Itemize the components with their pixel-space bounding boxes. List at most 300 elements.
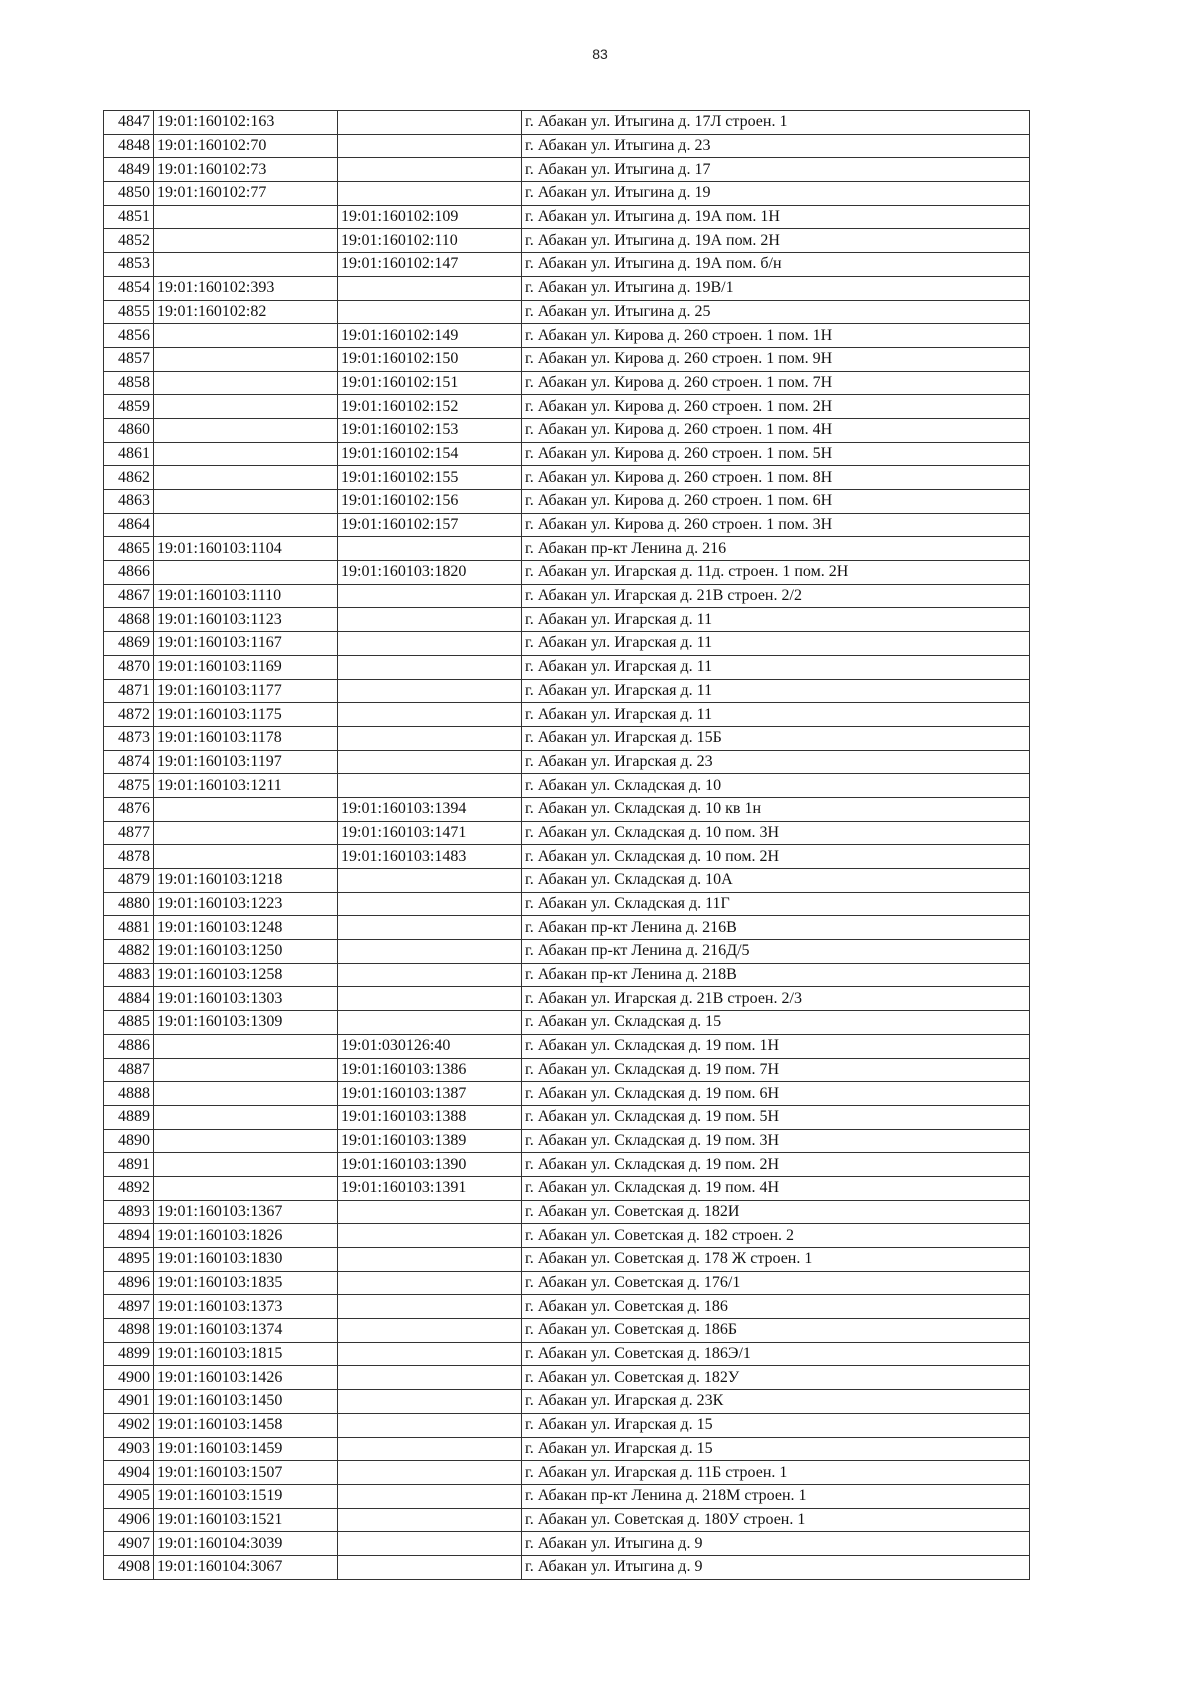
premises-cadastral-number-cell	[338, 916, 522, 940]
premises-cadastral-number-cell: 19:01:160102:151	[338, 371, 522, 395]
row-number-cell: 4895	[104, 1248, 154, 1272]
premises-cadastral-number-cell: 19:01:030126:40	[338, 1034, 522, 1058]
row-number-cell: 4849	[104, 158, 154, 182]
cadastral-number-cell: 19:01:160102:82	[154, 300, 338, 324]
address-cell: г. Абакан ул. Складская д. 19 пом. 1Н	[522, 1034, 1030, 1058]
address-cell: г. Абакан ул. Итыгина д. 9	[522, 1532, 1030, 1556]
premises-cadastral-number-cell	[338, 537, 522, 561]
address-cell: г. Абакан ул. Складская д. 19 пом. 6Н	[522, 1082, 1030, 1106]
premises-cadastral-number-cell	[338, 869, 522, 893]
cadastral-number-cell: 19:01:160103:1167	[154, 632, 338, 656]
premises-cadastral-number-cell: 19:01:160102:153	[338, 418, 522, 442]
cadastral-number-cell	[154, 205, 338, 229]
row-number-cell: 4878	[104, 845, 154, 869]
row-number-cell: 4894	[104, 1224, 154, 1248]
premises-cadastral-number-cell: 19:01:160103:1386	[338, 1058, 522, 1082]
table-row	[104, 1319, 1030, 1343]
cadastral-number-cell	[154, 1105, 338, 1129]
premises-cadastral-number-cell	[338, 1295, 522, 1319]
table-row	[104, 111, 1030, 135]
table-row	[104, 466, 1030, 490]
address-cell: г. Абакан ул. Кирова д. 260 строен. 1 пом. 1Н	[522, 324, 1030, 348]
address-cell: г. Абакан ул. Кирова д. 260 строен. 1 пом. 4Н	[522, 418, 1030, 442]
premises-cadastral-number-cell	[338, 1200, 522, 1224]
address-cell: г. Абакан ул. Итыгина д. 19А пом. 1Н	[522, 205, 1030, 229]
row-number-cell: 4888	[104, 1082, 154, 1106]
row-number-cell: 4898	[104, 1319, 154, 1343]
table-row	[104, 821, 1030, 845]
cadastral-number-cell: 19:01:160102:163	[154, 111, 338, 135]
table-row	[104, 1082, 1030, 1106]
table-row	[104, 1271, 1030, 1295]
premises-cadastral-number-cell: 19:01:160103:1390	[338, 1153, 522, 1177]
row-number-cell: 4847	[104, 111, 154, 135]
premises-cadastral-number-cell: 19:01:160103:1394	[338, 797, 522, 821]
address-cell: г. Абакан ул. Складская д. 10 пом. 2Н	[522, 845, 1030, 869]
row-number-cell: 4874	[104, 750, 154, 774]
premises-cadastral-number-cell	[338, 1461, 522, 1485]
premises-cadastral-number-cell: 19:01:160102:149	[338, 324, 522, 348]
cadastral-number-cell: 19:01:160103:1218	[154, 869, 338, 893]
cadastral-number-cell: 19:01:160102:70	[154, 134, 338, 158]
table-row	[104, 1248, 1030, 1272]
row-number-cell: 4893	[104, 1200, 154, 1224]
cadastral-number-cell: 19:01:160103:1169	[154, 655, 338, 679]
premises-cadastral-number-cell: 19:01:160102:152	[338, 395, 522, 419]
row-number-cell: 4859	[104, 395, 154, 419]
address-cell: г. Абакан ул. Складская д. 10 пом. 3Н	[522, 821, 1030, 845]
cadastral-number-cell: 19:01:160103:1835	[154, 1271, 338, 1295]
table-row	[104, 347, 1030, 371]
row-number-cell: 4897	[104, 1295, 154, 1319]
cadastral-number-cell	[154, 442, 338, 466]
address-cell: г. Абакан ул. Итыгина д. 23	[522, 134, 1030, 158]
cadastral-number-cell: 19:01:160103:1178	[154, 726, 338, 750]
row-number-cell: 4866	[104, 561, 154, 585]
premises-cadastral-number-cell	[338, 1011, 522, 1035]
table-row	[104, 632, 1030, 656]
cadastral-number-cell: 19:01:160103:1175	[154, 703, 338, 727]
table-row	[104, 916, 1030, 940]
row-number-cell: 4875	[104, 774, 154, 798]
table-row	[104, 1011, 1030, 1035]
row-number-cell: 4904	[104, 1461, 154, 1485]
premises-cadastral-number-cell	[338, 182, 522, 206]
table-row	[104, 1484, 1030, 1508]
row-number-cell: 4856	[104, 324, 154, 348]
table-row	[104, 703, 1030, 727]
row-number-cell: 4879	[104, 869, 154, 893]
cadastral-number-cell: 19:01:160103:1367	[154, 1200, 338, 1224]
table-row	[104, 442, 1030, 466]
address-cell: г. Абакан ул. Игарская д. 11	[522, 655, 1030, 679]
row-number-cell: 4868	[104, 608, 154, 632]
premises-cadastral-number-cell	[338, 774, 522, 798]
row-number-cell: 4852	[104, 229, 154, 253]
premises-cadastral-number-cell	[338, 1390, 522, 1414]
cadastral-number-cell: 19:01:160103:1110	[154, 584, 338, 608]
address-cell: г. Абакан ул. Складская д. 10А	[522, 869, 1030, 893]
table-row	[104, 750, 1030, 774]
premises-cadastral-number-cell	[338, 1532, 522, 1556]
address-cell: г. Абакан ул. Игарская д. 21В строен. 2/3	[522, 987, 1030, 1011]
row-number-cell: 4880	[104, 892, 154, 916]
table-row	[104, 158, 1030, 182]
premises-cadastral-number-cell	[338, 940, 522, 964]
premises-cadastral-number-cell: 19:01:160103:1820	[338, 561, 522, 585]
row-number-cell: 4885	[104, 1011, 154, 1035]
row-number-cell: 4869	[104, 632, 154, 656]
address-cell: г. Абакан ул. Советская д. 186	[522, 1295, 1030, 1319]
table-row	[104, 1200, 1030, 1224]
premises-cadastral-number-cell	[338, 111, 522, 135]
premises-cadastral-number-cell: 19:01:160103:1389	[338, 1129, 522, 1153]
address-cell: г. Абакан ул. Игарская д. 11Б строен. 1	[522, 1461, 1030, 1485]
table-row	[104, 963, 1030, 987]
row-number-cell: 4900	[104, 1366, 154, 1390]
premises-cadastral-number-cell: 19:01:160103:1483	[338, 845, 522, 869]
row-number-cell: 4905	[104, 1484, 154, 1508]
row-number-cell: 4889	[104, 1105, 154, 1129]
row-number-cell: 4903	[104, 1437, 154, 1461]
table-row	[104, 608, 1030, 632]
premises-cadastral-number-cell: 19:01:160102:155	[338, 466, 522, 490]
table-row	[104, 845, 1030, 869]
row-number-cell: 4877	[104, 821, 154, 845]
table-row	[104, 1176, 1030, 1200]
address-cell: г. Абакан ул. Итыгина д. 19А пом. б/н	[522, 253, 1030, 277]
table-row	[104, 276, 1030, 300]
address-cell: г. Абакан ул. Итыгина д. 19	[522, 182, 1030, 206]
cadastral-number-cell: 19:01:160103:1459	[154, 1437, 338, 1461]
cadastral-number-cell: 19:01:160103:1450	[154, 1390, 338, 1414]
cadastral-number-cell	[154, 1034, 338, 1058]
row-number-cell: 4851	[104, 205, 154, 229]
row-number-cell: 4891	[104, 1153, 154, 1177]
premises-cadastral-number-cell: 19:01:160102:150	[338, 347, 522, 371]
address-cell: г. Абакан ул. Советская д. 178 Ж строен. 1	[522, 1248, 1030, 1272]
address-cell: г. Абакан ул. Кирова д. 260 строен. 1 пом. 9Н	[522, 347, 1030, 371]
address-cell: г. Абакан ул. Складская д. 19 пом. 5Н	[522, 1105, 1030, 1129]
row-number-cell: 4862	[104, 466, 154, 490]
cadastral-number-cell: 19:01:160102:77	[154, 182, 338, 206]
cadastral-number-cell	[154, 797, 338, 821]
address-cell: г. Абакан ул. Игарская д. 11	[522, 703, 1030, 727]
address-cell: г. Абакан ул. Кирова д. 260 строен. 1 пом. 2Н	[522, 395, 1030, 419]
premises-cadastral-number-cell	[338, 300, 522, 324]
table-row	[104, 1034, 1030, 1058]
cadastral-number-cell	[154, 821, 338, 845]
cadastral-number-cell: 19:01:160103:1104	[154, 537, 338, 561]
cadastral-number-cell	[154, 253, 338, 277]
address-cell: г. Абакан ул. Итыгина д. 17Л строен. 1	[522, 111, 1030, 135]
cadastral-number-cell: 19:01:160103:1211	[154, 774, 338, 798]
row-number-cell: 4890	[104, 1129, 154, 1153]
cadastral-number-cell	[154, 490, 338, 514]
premises-cadastral-number-cell: 19:01:160102:147	[338, 253, 522, 277]
table-row	[104, 253, 1030, 277]
address-cell: г. Абакан ул. Игарская д. 11	[522, 608, 1030, 632]
table-row	[104, 797, 1030, 821]
cadastral-number-cell: 19:01:160103:1519	[154, 1484, 338, 1508]
premises-cadastral-number-cell	[338, 134, 522, 158]
premises-cadastral-number-cell	[338, 963, 522, 987]
row-number-cell: 4882	[104, 940, 154, 964]
table-row	[104, 1342, 1030, 1366]
table-row	[104, 774, 1030, 798]
address-cell: г. Абакан ул. Игарская д. 21В строен. 2/2	[522, 584, 1030, 608]
table-row	[104, 537, 1030, 561]
address-cell: г. Абакан ул. Складская д. 10	[522, 774, 1030, 798]
cadastral-number-cell	[154, 1058, 338, 1082]
cadastral-number-cell	[154, 1082, 338, 1106]
address-cell: г. Абакан ул. Итыгина д. 9	[522, 1555, 1030, 1579]
address-cell: г. Абакан пр-кт Ленина д. 216	[522, 537, 1030, 561]
cadastral-number-cell: 19:01:160103:1303	[154, 987, 338, 1011]
row-number-cell: 4886	[104, 1034, 154, 1058]
table-row	[104, 1366, 1030, 1390]
address-cell: г. Абакан пр-кт Ленина д. 218М строен. 1	[522, 1484, 1030, 1508]
address-cell: г. Абакан ул. Складская д. 19 пом. 2Н	[522, 1153, 1030, 1177]
row-number-cell: 4901	[104, 1390, 154, 1414]
table-row	[104, 561, 1030, 585]
address-cell: г. Абакан пр-кт Ленина д. 216В	[522, 916, 1030, 940]
cadastral-number-cell: 19:01:160103:1826	[154, 1224, 338, 1248]
table-row	[104, 1129, 1030, 1153]
row-number-cell: 4864	[104, 513, 154, 537]
address-cell: г. Абакан ул. Итыгина д. 19В/1	[522, 276, 1030, 300]
premises-cadastral-number-cell	[338, 1271, 522, 1295]
row-number-cell: 4848	[104, 134, 154, 158]
row-number-cell: 4908	[104, 1555, 154, 1579]
premises-cadastral-number-cell	[338, 1248, 522, 1272]
table-row	[104, 490, 1030, 514]
table-row	[104, 726, 1030, 750]
row-number-cell: 4887	[104, 1058, 154, 1082]
row-number-cell: 4853	[104, 253, 154, 277]
row-number-cell: 4884	[104, 987, 154, 1011]
row-number-cell: 4896	[104, 1271, 154, 1295]
premises-cadastral-number-cell: 19:01:160102:157	[338, 513, 522, 537]
table-row	[104, 182, 1030, 206]
row-number-cell: 4855	[104, 300, 154, 324]
address-cell: г. Абакан ул. Игарская д. 23К	[522, 1390, 1030, 1414]
cadastral-number-cell: 19:01:160104:3039	[154, 1532, 338, 1556]
cadastral-number-cell: 19:01:160103:1250	[154, 940, 338, 964]
table-row	[104, 395, 1030, 419]
table-row	[104, 1508, 1030, 1532]
cadastral-number-cell: 19:01:160103:1830	[154, 1248, 338, 1272]
cadastral-number-cell	[154, 561, 338, 585]
table-row	[104, 869, 1030, 893]
row-number-cell: 4861	[104, 442, 154, 466]
address-cell: г. Абакан ул. Итыгина д. 19А пом. 2Н	[522, 229, 1030, 253]
row-number-cell: 4867	[104, 584, 154, 608]
cadastral-number-cell: 19:01:160103:1373	[154, 1295, 338, 1319]
table-row	[104, 1461, 1030, 1485]
premises-cadastral-number-cell	[338, 679, 522, 703]
cadastral-number-cell	[154, 1153, 338, 1177]
cadastral-number-cell	[154, 371, 338, 395]
row-number-cell: 4857	[104, 347, 154, 371]
cadastral-number-cell: 19:01:160103:1248	[154, 916, 338, 940]
address-cell: г. Абакан ул. Игарская д. 15Б	[522, 726, 1030, 750]
table-row	[104, 1413, 1030, 1437]
address-cell: г. Абакан ул. Складская д. 19 пом. 3Н	[522, 1129, 1030, 1153]
premises-cadastral-number-cell	[338, 1366, 522, 1390]
address-cell: г. Абакан ул. Кирова д. 260 строен. 1 пом. 5Н	[522, 442, 1030, 466]
address-cell: г. Абакан ул. Складская д. 15	[522, 1011, 1030, 1035]
table-row	[104, 1224, 1030, 1248]
premises-cadastral-number-cell: 19:01:160103:1387	[338, 1082, 522, 1106]
address-cell: г. Абакан ул. Игарская д. 11	[522, 632, 1030, 656]
cadastral-number-cell: 19:01:160103:1258	[154, 963, 338, 987]
row-number-cell: 4876	[104, 797, 154, 821]
table-row	[104, 655, 1030, 679]
premises-cadastral-number-cell	[338, 608, 522, 632]
table-row	[104, 1532, 1030, 1556]
registry-table	[103, 110, 1030, 1580]
row-number-cell: 4863	[104, 490, 154, 514]
address-cell: г. Абакан ул. Кирова д. 260 строен. 1 пом. 8Н	[522, 466, 1030, 490]
cadastral-number-cell: 19:01:160103:1123	[154, 608, 338, 632]
address-cell: г. Абакан ул. Советская д. 182 строен. 2	[522, 1224, 1030, 1248]
address-cell: г. Абакан ул. Игарская д. 11	[522, 679, 1030, 703]
address-cell: г. Абакан ул. Советская д. 186Б	[522, 1319, 1030, 1343]
table-row	[104, 324, 1030, 348]
row-number-cell: 4872	[104, 703, 154, 727]
address-cell: г. Абакан ул. Советская д. 186Э/1	[522, 1342, 1030, 1366]
cadastral-number-cell: 19:01:160103:1177	[154, 679, 338, 703]
premises-cadastral-number-cell	[338, 632, 522, 656]
table-row	[104, 134, 1030, 158]
premises-cadastral-number-cell	[338, 726, 522, 750]
table-row	[104, 513, 1030, 537]
table-row	[104, 940, 1030, 964]
row-number-cell: 4871	[104, 679, 154, 703]
premises-cadastral-number-cell	[338, 1484, 522, 1508]
address-cell: г. Абакан ул. Кирова д. 260 строен. 1 пом. 3Н	[522, 513, 1030, 537]
cadastral-number-cell: 19:01:160102:393	[154, 276, 338, 300]
premises-cadastral-number-cell	[338, 1508, 522, 1532]
cadastral-number-cell: 19:01:160103:1815	[154, 1342, 338, 1366]
row-number-cell: 4865	[104, 537, 154, 561]
row-number-cell: 4907	[104, 1532, 154, 1556]
cadastral-number-cell	[154, 1129, 338, 1153]
table-row	[104, 1390, 1030, 1414]
table-row	[104, 1437, 1030, 1461]
premises-cadastral-number-cell: 19:01:160103:1471	[338, 821, 522, 845]
premises-cadastral-number-cell: 19:01:160102:109	[338, 205, 522, 229]
address-cell: г. Абакан ул. Игарская д. 23	[522, 750, 1030, 774]
row-number-cell: 4860	[104, 418, 154, 442]
address-cell: г. Абакан ул. Итыгина д. 25	[522, 300, 1030, 324]
row-number-cell: 4873	[104, 726, 154, 750]
row-number-cell: 4854	[104, 276, 154, 300]
cadastral-number-cell: 19:01:160103:1309	[154, 1011, 338, 1035]
premises-cadastral-number-cell: 19:01:160103:1391	[338, 1176, 522, 1200]
row-number-cell: 4883	[104, 963, 154, 987]
table-row	[104, 1153, 1030, 1177]
cadastral-number-cell	[154, 1176, 338, 1200]
table-row	[104, 892, 1030, 916]
premises-cadastral-number-cell	[338, 584, 522, 608]
table-row	[104, 987, 1030, 1011]
cadastral-number-cell: 19:01:160103:1223	[154, 892, 338, 916]
premises-cadastral-number-cell	[338, 276, 522, 300]
table-row	[104, 300, 1030, 324]
address-cell: г. Абакан ул. Итыгина д. 17	[522, 158, 1030, 182]
premises-cadastral-number-cell: 19:01:160102:110	[338, 229, 522, 253]
row-number-cell: 4858	[104, 371, 154, 395]
row-number-cell: 4906	[104, 1508, 154, 1532]
cadastral-number-cell: 19:01:160103:1197	[154, 750, 338, 774]
table-row	[104, 418, 1030, 442]
cadastral-number-cell: 19:01:160103:1426	[154, 1366, 338, 1390]
address-cell: г. Абакан ул. Складская д. 19 пом. 4Н	[522, 1176, 1030, 1200]
premises-cadastral-number-cell	[338, 1413, 522, 1437]
cadastral-number-cell	[154, 418, 338, 442]
premises-cadastral-number-cell	[338, 1555, 522, 1579]
cadastral-number-cell: 19:01:160102:73	[154, 158, 338, 182]
premises-cadastral-number-cell	[338, 1224, 522, 1248]
row-number-cell: 4899	[104, 1342, 154, 1366]
table-row	[104, 1105, 1030, 1129]
cadastral-number-cell: 19:01:160104:3067	[154, 1555, 338, 1579]
premises-cadastral-number-cell	[338, 750, 522, 774]
table-row	[104, 229, 1030, 253]
premises-cadastral-number-cell	[338, 703, 522, 727]
cadastral-number-cell: 19:01:160103:1374	[154, 1319, 338, 1343]
premises-cadastral-number-cell	[338, 1437, 522, 1461]
row-number-cell: 4850	[104, 182, 154, 206]
cadastral-number-cell: 19:01:160103:1458	[154, 1413, 338, 1437]
premises-cadastral-number-cell: 19:01:160103:1388	[338, 1105, 522, 1129]
address-cell: г. Абакан пр-кт Ленина д. 216Д/5	[522, 940, 1030, 964]
table-row	[104, 584, 1030, 608]
table-row	[104, 1295, 1030, 1319]
premises-cadastral-number-cell: 19:01:160102:156	[338, 490, 522, 514]
address-cell: г. Абакан ул. Складская д. 19 пом. 7Н	[522, 1058, 1030, 1082]
page-number: 83	[592, 46, 608, 62]
address-cell: г. Абакан ул. Игарская д. 15	[522, 1437, 1030, 1461]
table-row	[104, 1058, 1030, 1082]
cadastral-number-cell	[154, 845, 338, 869]
address-cell: г. Абакан пр-кт Ленина д. 218В	[522, 963, 1030, 987]
cadastral-number-cell	[154, 513, 338, 537]
cadastral-number-cell	[154, 466, 338, 490]
address-cell: г. Абакан ул. Складская д. 11Г	[522, 892, 1030, 916]
address-cell: г. Абакан ул. Советская д. 176/1	[522, 1271, 1030, 1295]
premises-cadastral-number-cell	[338, 655, 522, 679]
table-row	[104, 679, 1030, 703]
table-row	[104, 1555, 1030, 1579]
address-cell: г. Абакан ул. Советская д. 182И	[522, 1200, 1030, 1224]
address-cell: г. Абакан ул. Игарская д. 15	[522, 1413, 1030, 1437]
address-cell: г. Абакан ул. Складская д. 10 кв 1н	[522, 797, 1030, 821]
address-cell: г. Абакан ул. Кирова д. 260 строен. 1 пом. 7Н	[522, 371, 1030, 395]
premises-cadastral-number-cell	[338, 987, 522, 1011]
premises-cadastral-number-cell	[338, 158, 522, 182]
cadastral-number-cell: 19:01:160103:1521	[154, 1508, 338, 1532]
address-cell: г. Абакан ул. Кирова д. 260 строен. 1 пом. 6Н	[522, 490, 1030, 514]
row-number-cell: 4870	[104, 655, 154, 679]
cadastral-number-cell: 19:01:160103:1507	[154, 1461, 338, 1485]
premises-cadastral-number-cell	[338, 1342, 522, 1366]
premises-cadastral-number-cell	[338, 1319, 522, 1343]
cadastral-number-cell	[154, 395, 338, 419]
registry-table-body	[104, 111, 1030, 1580]
